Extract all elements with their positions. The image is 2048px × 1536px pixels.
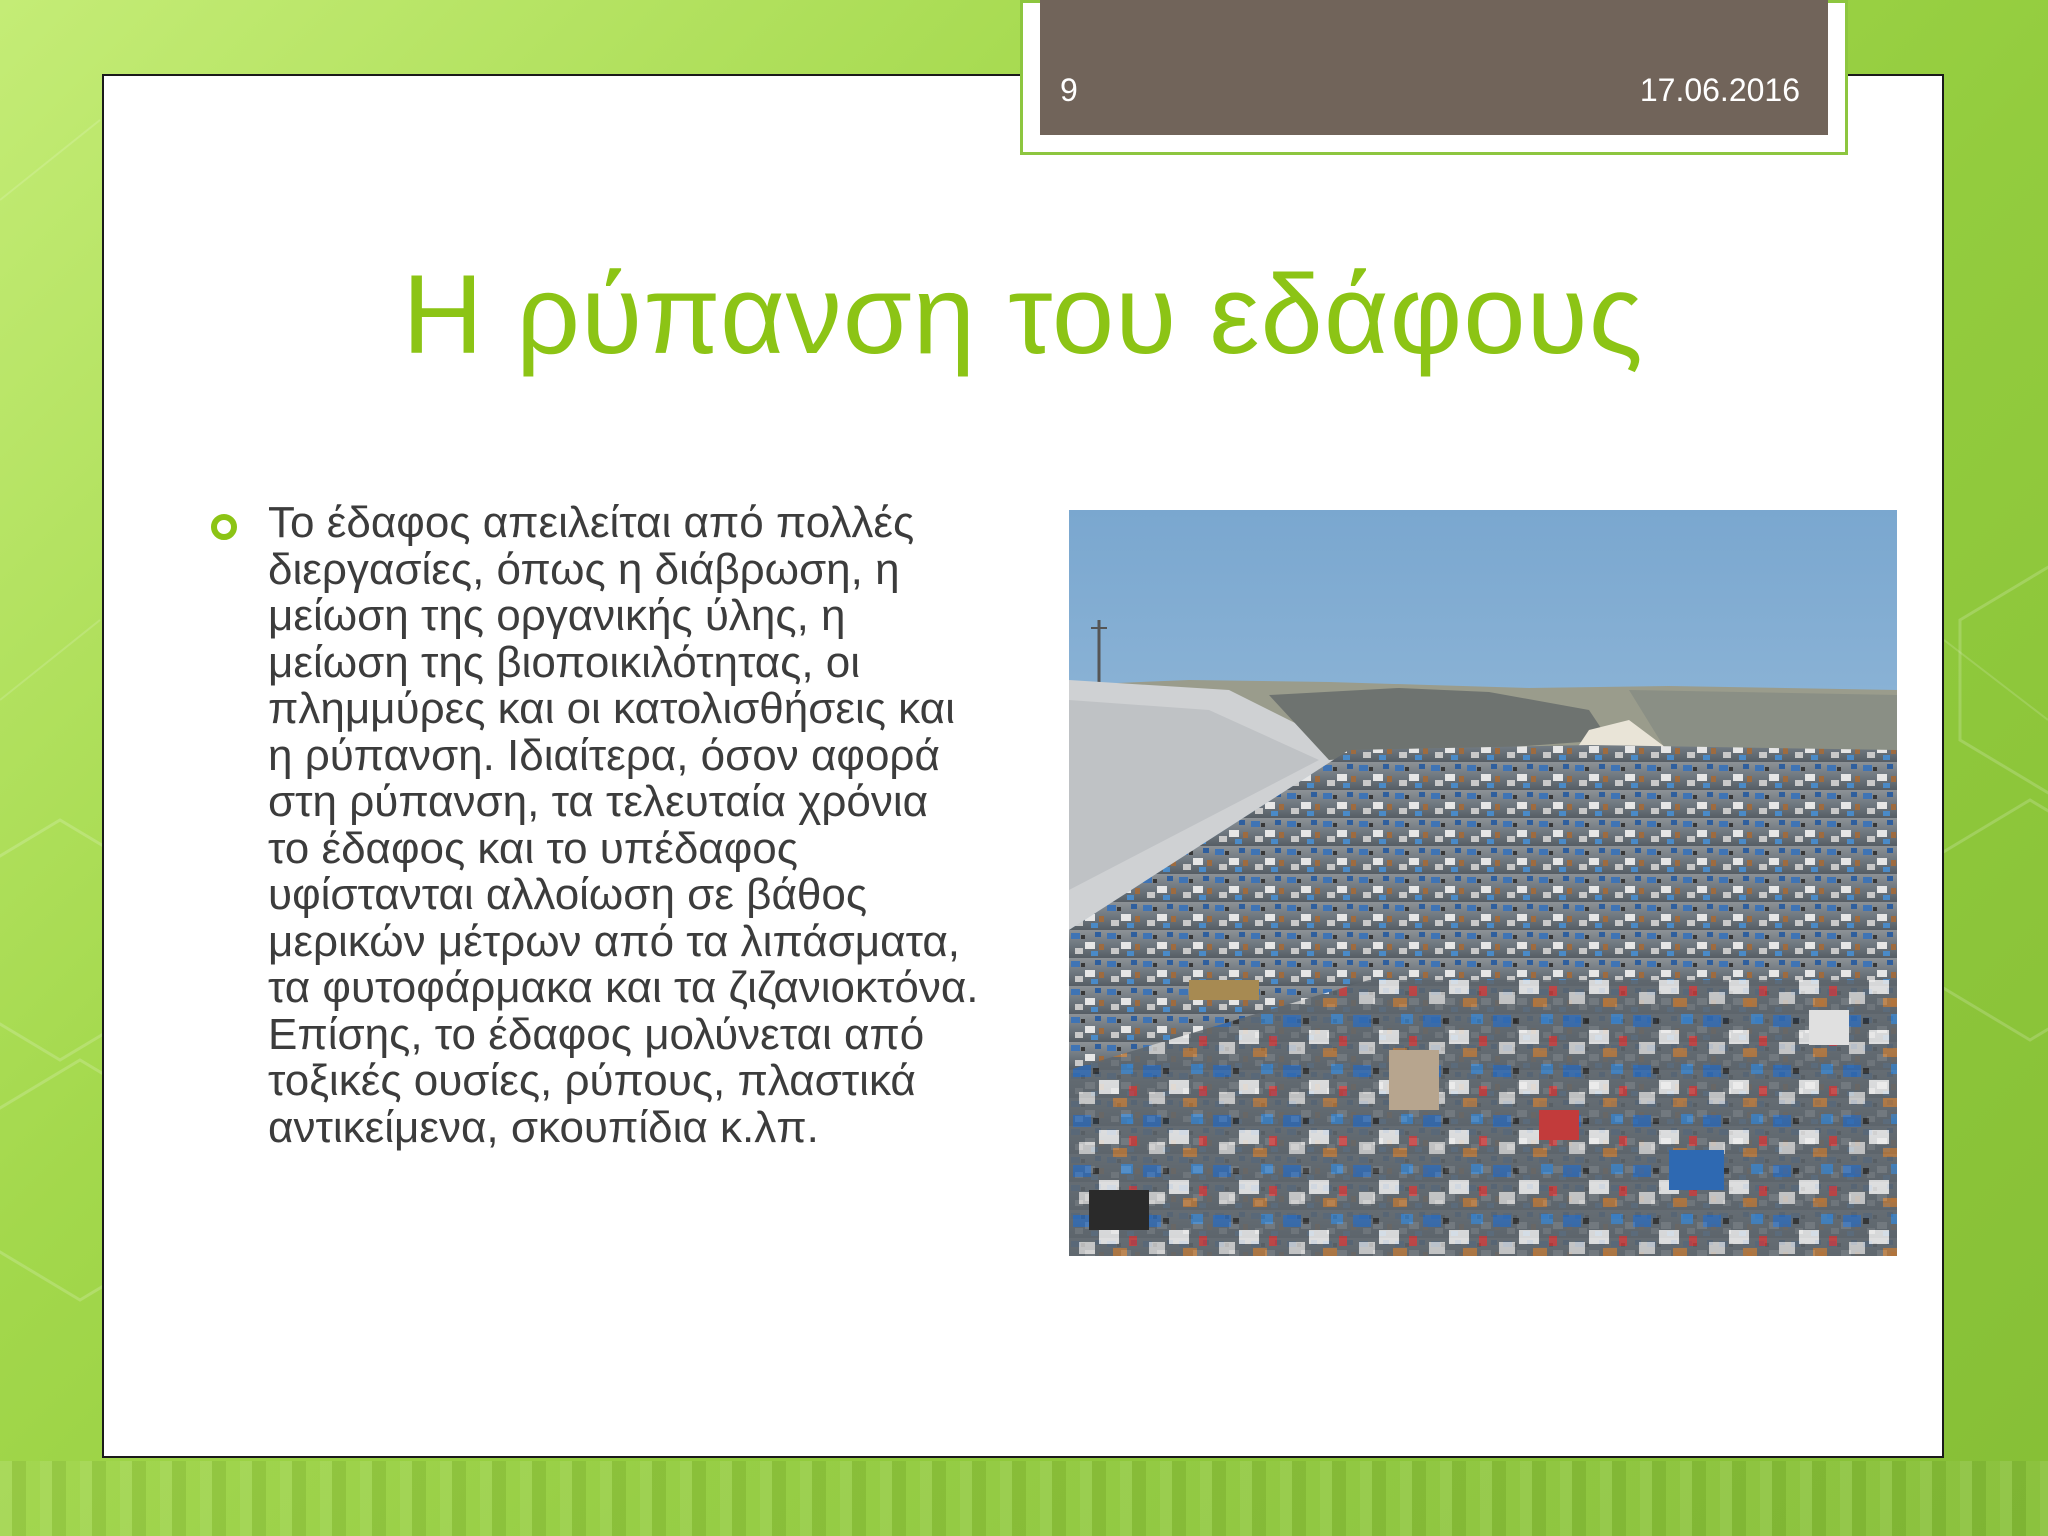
body-line: μείωση της βιοποικιλότητας, οι	[268, 637, 861, 687]
body-line: αντικείμενα, σκουπίδια κ.λπ.	[268, 1102, 819, 1152]
body-line: το έδαφος και το υπέδαφος	[268, 823, 798, 873]
body-line: Το έδαφος απειλείται από πολλές	[268, 498, 915, 547]
body-line: διεργασίες, όπως η διάβρωση, η	[268, 544, 900, 594]
slide-number: 9	[1060, 72, 1078, 108]
landfill-photo	[1069, 510, 1897, 1256]
body-line: Επίσης, το έδαφος μολύνεται από	[268, 1009, 925, 1059]
body-line: υφίστανται αλλοίωση σε βάθος	[268, 870, 868, 919]
bottom-stripes	[0, 1461, 2048, 1536]
slide-title: Η ρύπανση του εδάφους	[402, 252, 1644, 377]
body-line: η ρύπανση. Ιδιαίτερα, όσον αφορά	[268, 730, 940, 780]
circle-bullet-icon	[211, 514, 237, 540]
body-line: τοξικές ουσίες, ρύπους, πλαστικά	[268, 1056, 916, 1105]
slide-date: 17.06.2016	[1639, 72, 1800, 108]
body-line: πλημμύρες και οι κατολισθήσεις και	[268, 684, 955, 733]
body-line: τα φυτοφάρμακα και τα ζιζανιοκτόνα.	[268, 963, 979, 1012]
body-line: μερικών μέτρων από τα λιπάσματα,	[268, 916, 960, 966]
body-line: στη ρύπανση, τα τελευταία χρόνια	[268, 777, 929, 826]
header-box	[1040, 0, 1828, 135]
body-line: μείωση της οργανικής ύλης, η	[268, 591, 846, 640]
body-paragraph	[268, 500, 1068, 1151]
